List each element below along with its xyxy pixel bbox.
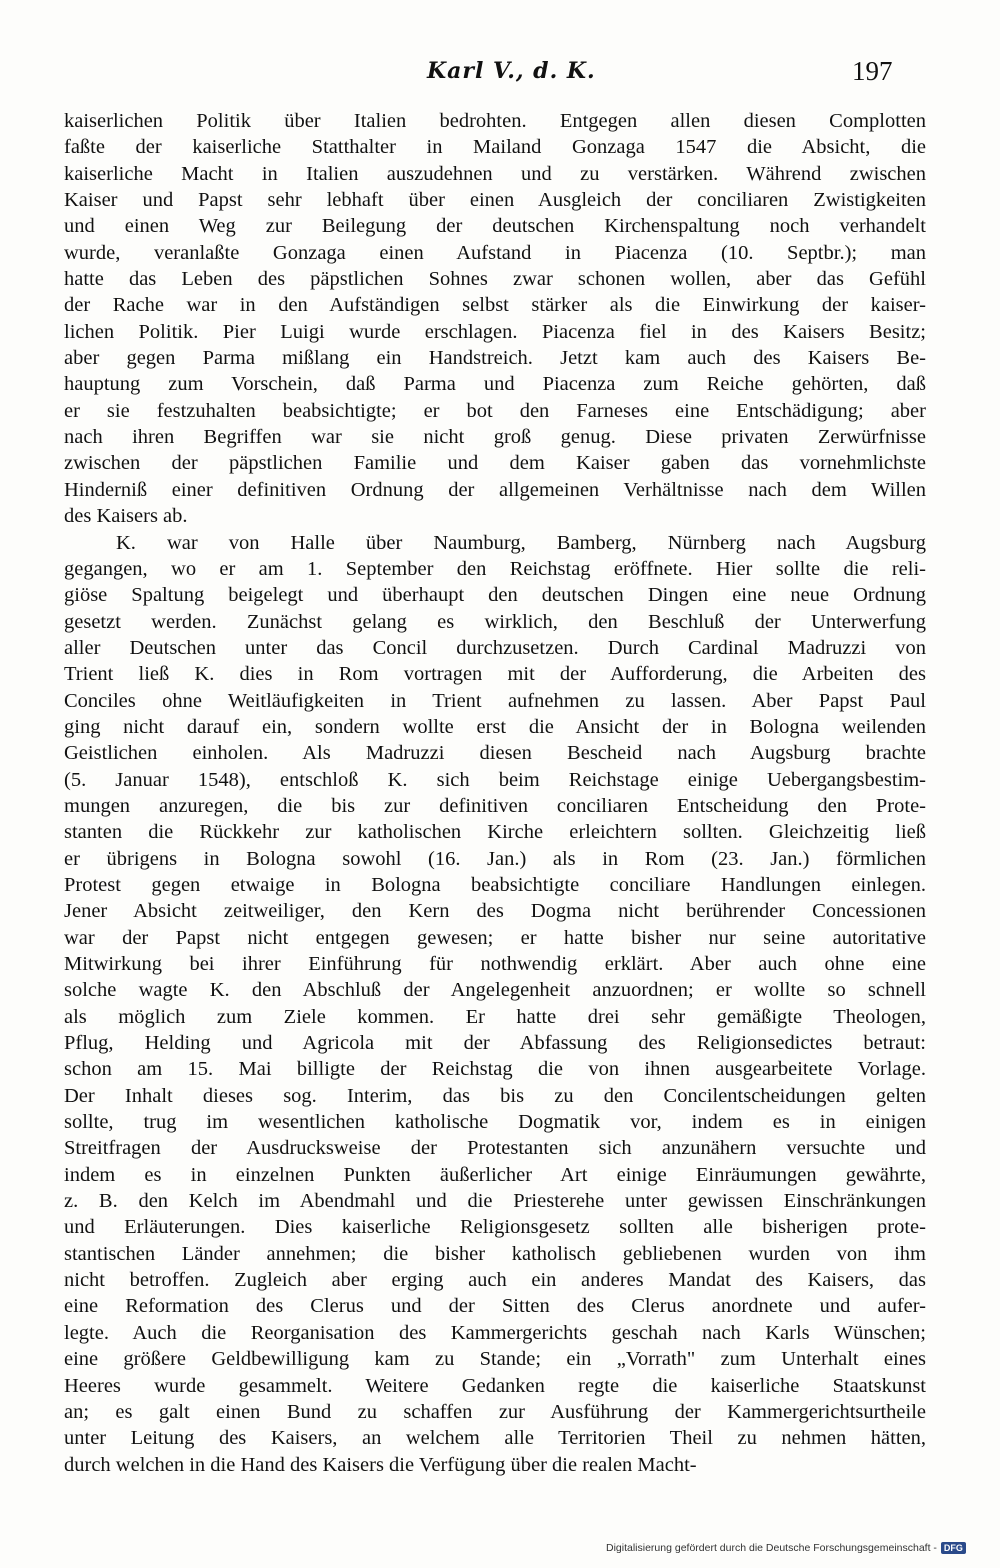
text-line: durch welchen in die Hand des Kaisers die Verfügung über die realen Macht- xyxy=(64,1453,697,1476)
body-text xyxy=(64,108,926,1478)
text-line: Hinderniß einer definitiven Ordnung der allgemeinen Verhältnisse nach dem Willen xyxy=(64,478,926,501)
text-line: wurde, veranlaßte Gonzaga einen Aufstand in Piacenza (10. Septbr.); man xyxy=(64,241,926,264)
text-line: Heeres wurde gesammelt. Weitere Gedanken regte die kaiserliche Staatskunst xyxy=(64,1374,926,1397)
dfg-logo-icon: DFG xyxy=(941,1542,966,1554)
text-line: Geistlichen einholen. Als Madruzzi diesen Bescheid nach Augsburg brachte xyxy=(64,742,926,765)
text-line: giöse Spaltung beigelegt und überhaupt den deutschen Dingen eine neue Ordnung xyxy=(64,584,926,607)
text-line: gegangen, wo er am 1. September den Reichstag eröffnete. Hier sollte die reli- xyxy=(64,557,926,580)
text-line: nach ihren Begriffen war sie nicht groß genug. Diese privaten Zerwürfnisse xyxy=(64,426,926,449)
text-line: Streitfragen der Ausdrucksweise der Protestanten sich anzunähern versuchte und xyxy=(64,1137,926,1160)
text-line: Conciles ohne Weitläufigkeiten in Trient aufnehmen zu lassen. Aber Papst Paul xyxy=(64,689,926,712)
text-line: kaiserliche Macht in Italien auszudehnen und zu verstärken. Während zwischen xyxy=(64,162,926,185)
text-line: an; es galt einen Bund zu schaffen zur Ausführung der Kammergerichtsurtheile xyxy=(64,1400,926,1423)
text-line: faßte der kaiserliche Statthalter in Mailand Gonzaga 1547 die Absicht, die xyxy=(64,136,926,159)
text-line: und einen Weg zur Beilegung der deutschen Kirchenspaltung noch verhandelt xyxy=(64,215,926,238)
text-line: gesetzt werden. Zunächst gelang es wirklich, den Beschluß der Unterwerfung xyxy=(64,610,926,633)
text-line: kaiserlichen Politik über Italien bedrohten. Entgegen allen diesen Complotten xyxy=(64,110,926,132)
text-line: er übrigens in Bologna sowohl (16. Jan.) als in Rom (23. Jan.) förmlichen xyxy=(64,847,926,870)
text-line: K. war von Halle über Naumburg, Bamberg, Nürnberg nach Augsburg xyxy=(116,531,926,554)
text-line: als möglich zum Ziele kommen. Er hatte drei sehr gemäßigte Theologen, xyxy=(64,1005,926,1028)
running-head: Karl V., d. K. xyxy=(427,58,596,84)
text-line: solche wagte K. den Abschluß der Angelegenheit anzuordnen; er wollte so schnell xyxy=(64,979,926,1002)
text-line: nicht betroffen. Zugleich aber erging auch ein anderes Mandat des Kaisers, das xyxy=(64,1269,926,1292)
text-line: hauptung zum Vorschein, daß Parma und Piacenza zum Reiche gehörten, daß xyxy=(64,373,926,396)
text-line: mungen anzuregen, die bis zur definitiven conciliaren Entscheidung den Prote- xyxy=(64,794,926,817)
text-line: aber gegen Parma mißlang ein Handstreich. Jetzt kam auch des Kaisers Be- xyxy=(64,347,926,370)
text-line: lichen Politik. Pier Luigi wurde erschlagen. Piacenza fiel in des Kaisers Besitz; xyxy=(64,320,926,343)
text-line: Jener Absicht zeitweiliger, den Kern des Dogma nicht berührender Concessionen xyxy=(64,900,926,923)
text-line: war der Papst nicht entgegen gewesen; er hatte bisher nur seine autoritative xyxy=(64,926,926,949)
digitization-footer xyxy=(606,1542,966,1554)
text-line: Der Inhalt dieses sog. Interim, das bis zu den Concilentscheidungen gelten xyxy=(64,1084,926,1107)
text-line: Protest gegen etwaige in Bologna beabsichtigte conciliare Handlungen einlegen. xyxy=(64,873,926,896)
text-line: Pflug, Helding und Agricola mit der Abfassung des Religionsedictes betraut: xyxy=(64,1032,926,1055)
text-line: eine größere Geldbewilligung kam zu Stande; ein „Vorrath" zum Unterhalt eines xyxy=(64,1348,926,1371)
text-line: ging nicht darauf ein, sondern wollte erst die Ansicht der in Bologna weilenden xyxy=(64,715,926,738)
text-line: (5. Januar 1548), entschloß K. sich beim Reichstage einige Uebergangsbestim- xyxy=(64,768,926,791)
text-line: Mitwirkung bei ihrer Einführung für nothwendig erklärt. Aber auch ohne eine xyxy=(64,953,926,975)
text-line: legte. Auch die Reorganisation des Kammergerichts geschah nach Karls Wünschen; xyxy=(64,1321,926,1344)
text-line: unter Leitung des Kaisers, an welchem alle Territorien Theil zu nehmen hätten, xyxy=(64,1427,926,1450)
text-line: Kaiser und Papst sehr lebhaft über einen Ausgleich der conciliaren Zwistigkeiten xyxy=(64,189,926,212)
text-line: stantischen Länder annehmen; die bisher katholisch gebliebenen wurden von ihm xyxy=(64,1242,926,1265)
text-line: aller Deutschen unter das Concil durchzusetzen. Durch Cardinal Madruzzi von xyxy=(64,636,926,659)
text-line: z. B. den Kelch im Abendmahl und die Priesterehe unter gewissen Einschränkungen xyxy=(64,1190,926,1213)
text-line: er sie festzuhalten beabsichtigte; er bot den Farneses eine Entschädigung; aber xyxy=(64,399,926,422)
text-line: des Kaisers ab. xyxy=(64,505,188,528)
page-number: 197 xyxy=(852,56,893,86)
text-line: sollte, trug im wesentlichen katholische Dogmatik vor, indem es in einigen xyxy=(64,1111,926,1134)
text-line: Trient ließ K. dies in Rom vortragen mit der Aufforderung, die Arbeiten des xyxy=(64,663,926,686)
text-line: schon am 15. Mai billigte der Reichstag die von ihnen ausgearbeitete Vorlage. xyxy=(64,1058,926,1081)
footer-credit-text: Digitalisierung gefördert durch die Deutsche Forschungsgemeinschaft - xyxy=(606,1542,937,1554)
text-line: stanten die Rückkehr zur katholischen Kirche erleichtern sollten. Gleichzeitig ließ xyxy=(64,821,926,844)
text-line: hatte das Leben des päpstlichen Sohnes zwar schonen wollen, aber das Gefühl xyxy=(64,268,926,291)
text-line: der Rache war in den Aufständigen selbst stärker als die Einwirkung der kaiser- xyxy=(64,294,926,317)
text-line: und Erläuterungen. Dies kaiserliche Religionsgesetz sollten alle bisherigen prote- xyxy=(64,1216,926,1239)
text-line: indem es in einzelnen Punkten äußerlicher Art einige Einräumungen gewährte, xyxy=(64,1163,926,1186)
text-line: zwischen der päpstlichen Familie und dem Kaiser gaben das vornehmlichste xyxy=(64,452,926,475)
text-line: eine Reformation des Clerus und der Sitten des Clerus anordnete und aufer- xyxy=(64,1295,926,1318)
